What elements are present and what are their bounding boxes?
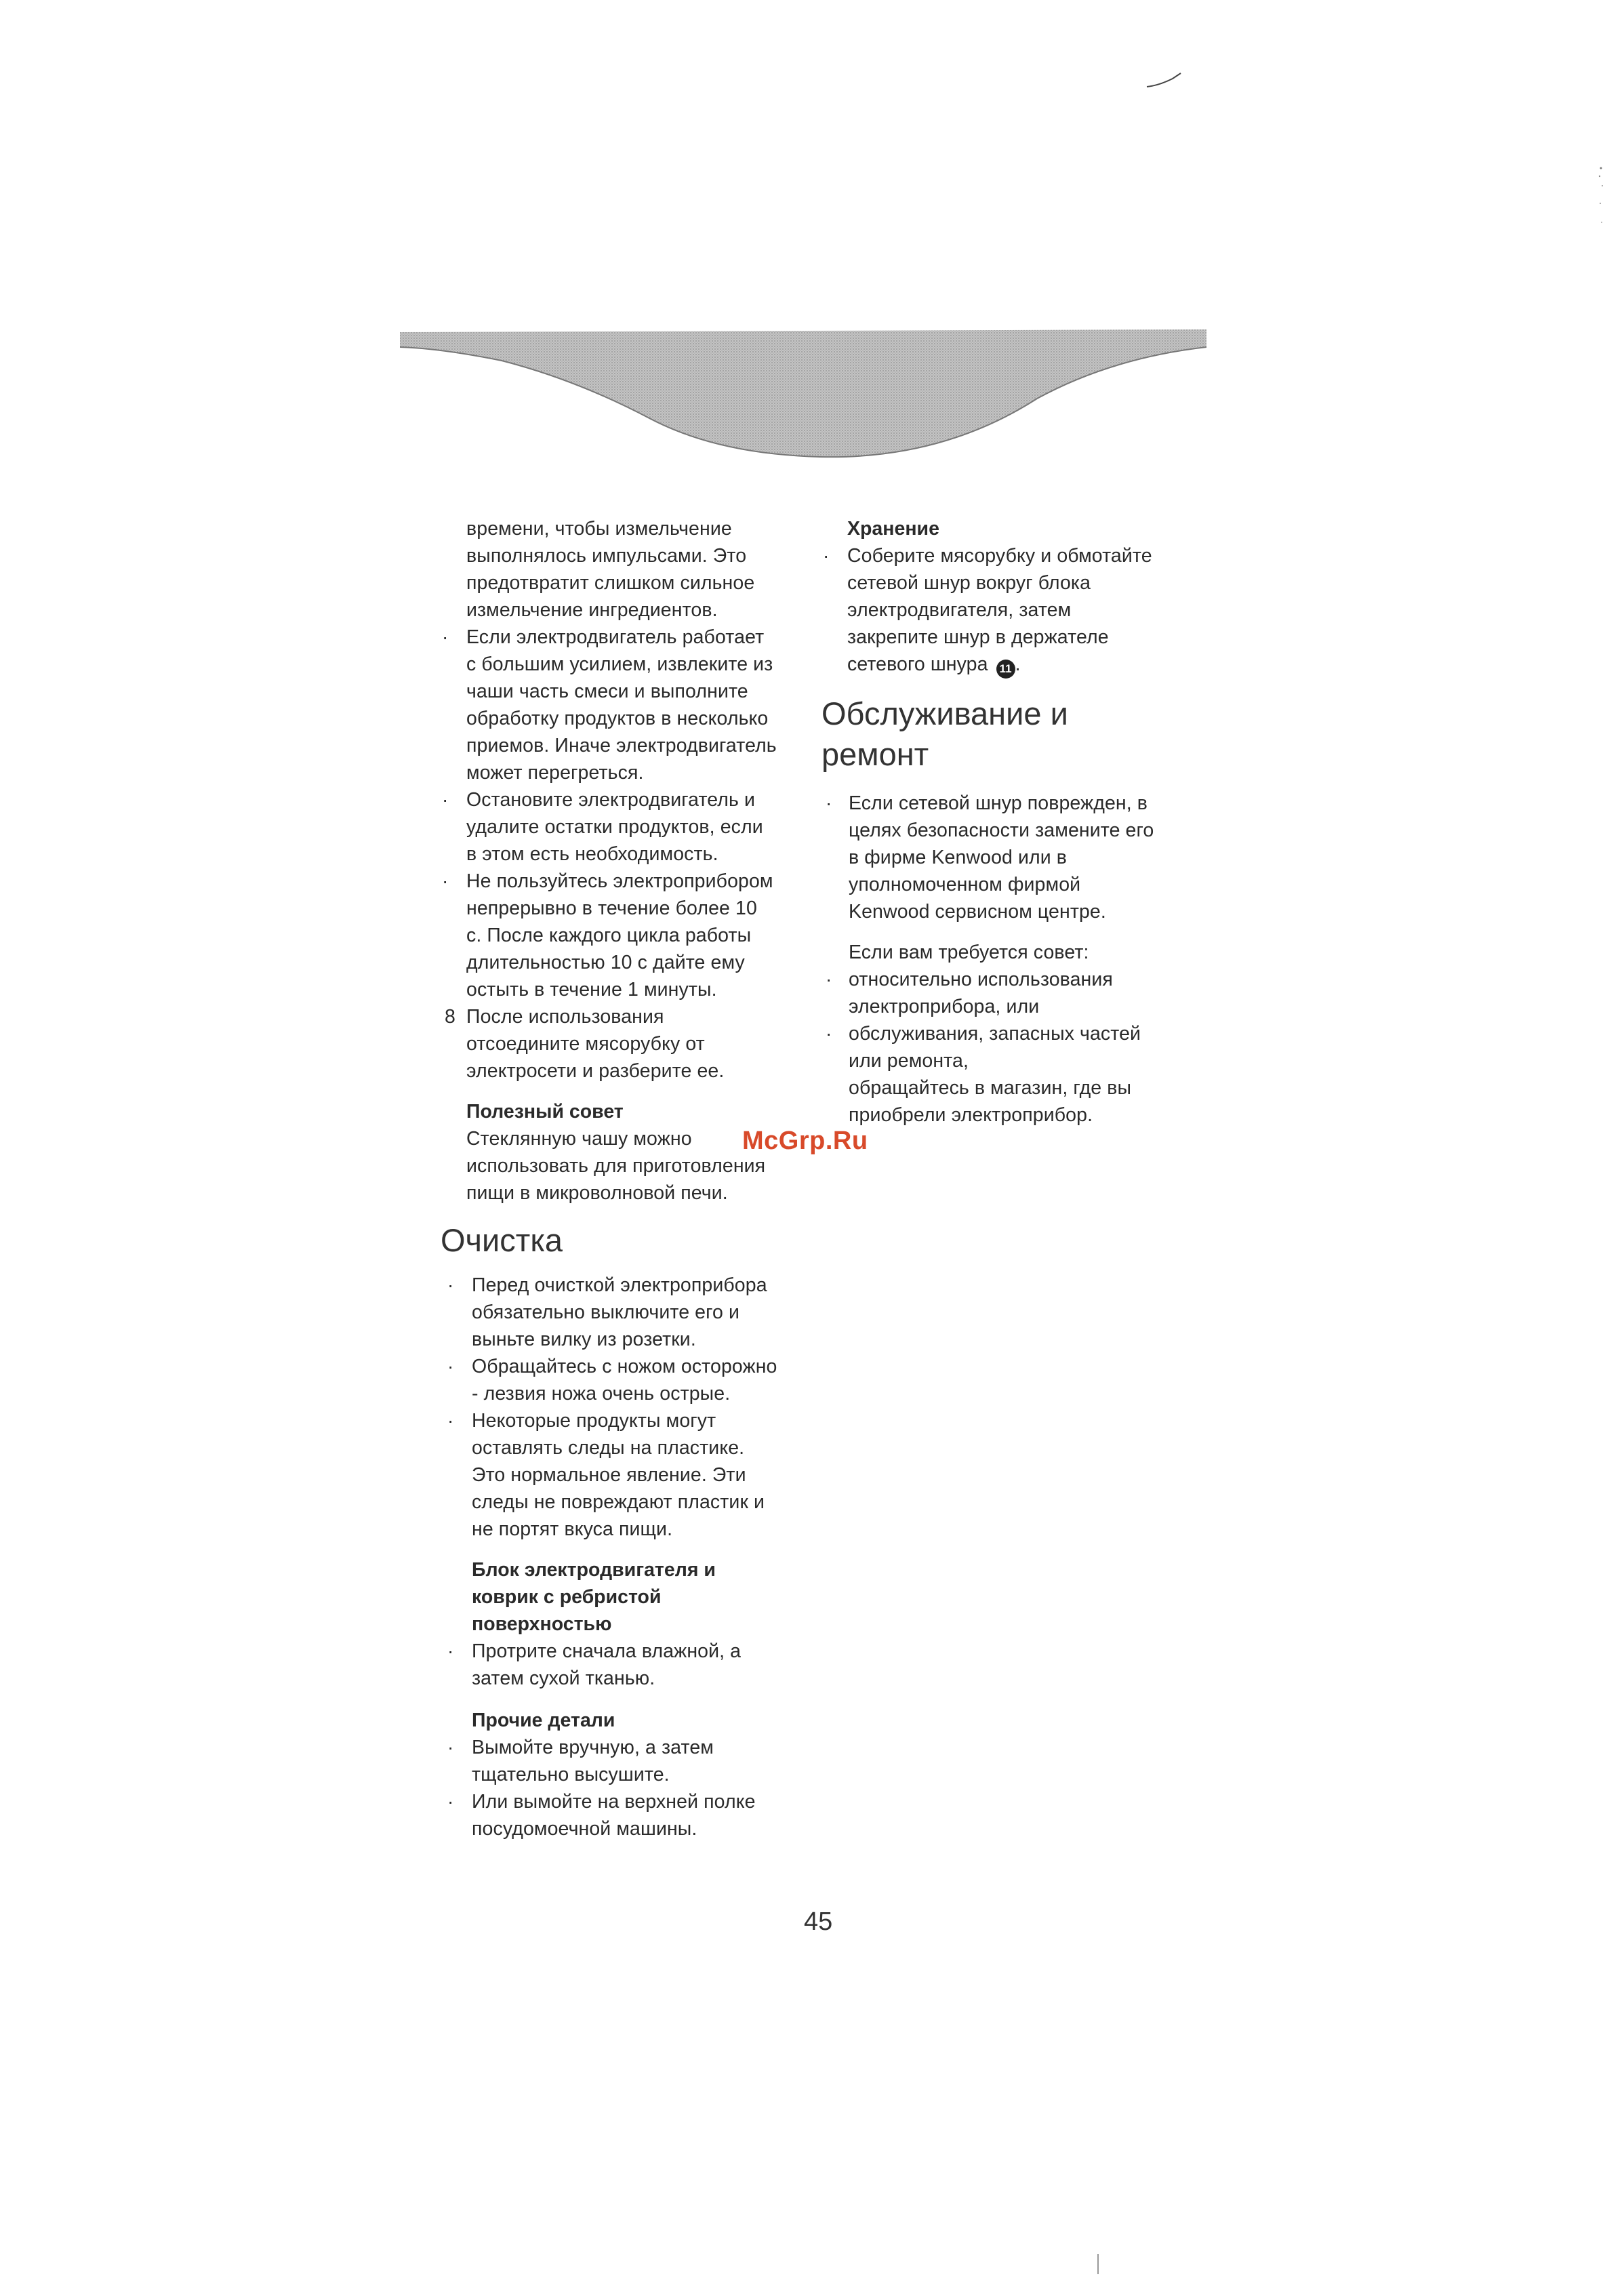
bullet-icon: · bbox=[826, 1023, 832, 1044]
scan-mark bbox=[1097, 2254, 1099, 2274]
text-line: удалите остатки продуктов, если bbox=[466, 816, 763, 838]
text-line: обращайтесь в магазин, где вы bbox=[849, 1077, 1132, 1099]
text-fragment: сетевого шнура bbox=[847, 653, 988, 675]
header-banner bbox=[400, 324, 1206, 464]
text-line: Остановите электродвигатель и bbox=[466, 789, 756, 811]
list-item bbox=[821, 542, 1201, 679]
text-line: тщательно высушите. bbox=[472, 1764, 670, 1785]
bullet-icon: · bbox=[826, 969, 832, 990]
cleaning-heading: Очистка bbox=[441, 1222, 563, 1258]
text-line: пищи в микроволновой печи. bbox=[466, 1182, 728, 1204]
step-8 bbox=[441, 1003, 820, 1085]
text-line: выньте вилку из розетки. bbox=[472, 1329, 696, 1350]
text-line: - лезвия ножа очень острые. bbox=[472, 1383, 731, 1405]
advice-intro: Если вам требуется совет: bbox=[849, 942, 1089, 963]
text-line: Kenwood сервисном центре. bbox=[849, 901, 1106, 923]
other-parts-title: Прочие детали bbox=[472, 1710, 615, 1731]
text-line: Или вымойте на верхней полке bbox=[472, 1791, 756, 1813]
text-line: обслуживания, запасных частей bbox=[849, 1023, 1141, 1045]
closing-paragraph bbox=[821, 1074, 1201, 1129]
text-line: Стеклянную чашу можно bbox=[466, 1128, 692, 1150]
text-line: в фирме Kenwood или в bbox=[849, 847, 1068, 868]
text-line bbox=[847, 651, 1201, 679]
text-line: уполномоченном фирмой bbox=[849, 874, 1081, 895]
text-line: поверхностью bbox=[472, 1613, 612, 1635]
list-item bbox=[441, 1638, 820, 1692]
continued-paragraph bbox=[441, 515, 820, 624]
bullet-icon: · bbox=[447, 1410, 454, 1431]
bullet-icon: · bbox=[442, 870, 449, 891]
text-line: Протрите сначала влажной, а bbox=[472, 1640, 742, 1662]
scan-specks bbox=[1594, 163, 1608, 237]
heading-line: ремонт bbox=[821, 736, 929, 772]
text-line: использовать для приготовления bbox=[466, 1155, 766, 1177]
bullet-icon: · bbox=[447, 1356, 454, 1377]
text-line: электродвигателя, затем bbox=[847, 599, 1072, 621]
text-line: приобрели электроприбор. bbox=[849, 1104, 1093, 1126]
text-line: следы не повреждают пластик и bbox=[472, 1491, 765, 1513]
text-line: коврик с ребристой bbox=[472, 1586, 662, 1608]
tip-title: Полезный совет bbox=[466, 1101, 624, 1123]
cleaning-list bbox=[441, 1272, 820, 1543]
text-line: остыть в течение 1 минуты. bbox=[466, 979, 717, 1001]
bullet-icon: · bbox=[442, 626, 449, 647]
text-line: электросети и разберите ее. bbox=[466, 1060, 725, 1082]
left-column bbox=[441, 515, 820, 1842]
text-line: целях безопасности замените его bbox=[849, 820, 1154, 841]
text-line: электроприбора, или bbox=[849, 996, 1040, 1017]
text-line: посудомоечной машины. bbox=[472, 1818, 697, 1840]
text-line: Если сетевой шнур поврежден, в bbox=[849, 792, 1148, 814]
text-line: сетевой шнур вокруг блока bbox=[847, 572, 1091, 594]
text-line: оставлять следы на пластике. bbox=[472, 1437, 745, 1459]
text-line: Не пользуйтесь электроприбором bbox=[466, 870, 773, 892]
list-item bbox=[441, 1272, 820, 1353]
text-line: затем сухой тканью. bbox=[472, 1668, 655, 1689]
text-line: не портят вкуса пищи. bbox=[472, 1518, 673, 1540]
pen-mark bbox=[1145, 66, 1186, 94]
text-line: времени, чтобы измельчение bbox=[466, 518, 732, 540]
bullet-icon: · bbox=[447, 1791, 454, 1812]
list-item bbox=[441, 1353, 820, 1407]
text-line: непрерывно в течение более 10 bbox=[466, 897, 757, 919]
list-item bbox=[821, 1020, 1201, 1074]
list-item bbox=[821, 790, 1201, 925]
text-line: закрепите шнур в держателе bbox=[847, 626, 1109, 648]
storage-title: Хранение bbox=[847, 518, 939, 540]
text-line: в этом есть необходимость. bbox=[466, 843, 718, 865]
text-line: Перед очисткой электроприбора bbox=[472, 1274, 767, 1296]
text-line: с. После каждого цикла работы bbox=[466, 925, 752, 946]
text-line: относительно использования bbox=[849, 969, 1113, 990]
page-number: 45 bbox=[804, 1907, 833, 1936]
text-line: Блок электродвигателя и bbox=[472, 1559, 716, 1581]
bullet-icon: · bbox=[826, 792, 832, 813]
text-line: Это нормальное явление. Эти bbox=[472, 1464, 746, 1486]
text-fragment: . bbox=[1015, 653, 1021, 675]
text-line: После использования bbox=[466, 1006, 664, 1028]
list-item bbox=[441, 1788, 820, 1842]
text-line: измельчение ингредиентов. bbox=[466, 599, 718, 621]
text-line: предотвратит слишком сильное bbox=[466, 572, 755, 594]
bullet-icon: · bbox=[442, 789, 449, 810]
right-column bbox=[821, 515, 1201, 1129]
text-line: или ремонта, bbox=[849, 1050, 969, 1072]
bullet-icon: · bbox=[447, 1737, 454, 1758]
text-line: Некоторые продукты могут bbox=[472, 1410, 716, 1432]
list-item bbox=[441, 624, 820, 786]
list-item bbox=[441, 1407, 820, 1543]
text-line: длительностью 10 с дайте ему bbox=[466, 952, 745, 973]
text-line: Вымойте вручную, а затем bbox=[472, 1737, 714, 1758]
watermark: McGrp.Ru bbox=[742, 1127, 868, 1155]
text-line: Соберите мясорубку и обмотайте bbox=[847, 545, 1152, 567]
list-item bbox=[441, 1734, 820, 1788]
bullet-icon: · bbox=[823, 545, 830, 566]
motor-block-title bbox=[441, 1556, 820, 1638]
text-line: обязательно выключите его и bbox=[472, 1301, 739, 1323]
text-line: может перегреться. bbox=[466, 762, 644, 784]
bullet-icon: · bbox=[447, 1274, 454, 1295]
text-line: отсоедините мясорубку от bbox=[466, 1033, 705, 1055]
bullet-icon: · bbox=[447, 1640, 454, 1661]
text-line: выполнялось импульсами. Это bbox=[466, 545, 747, 567]
text-line: с большим усилием, извлеките из bbox=[466, 653, 773, 675]
text-line: приемов. Иначе электродвигатель bbox=[466, 735, 777, 756]
heading-line: Обслуживание и bbox=[821, 695, 1068, 731]
list-item bbox=[821, 966, 1201, 1020]
text-line: обработку продуктов в несколько bbox=[466, 708, 769, 729]
text-line: Если электродвигатель работает bbox=[466, 626, 765, 648]
callout-number-icon: 11 bbox=[996, 660, 1015, 679]
step-number: 8 bbox=[445, 1006, 455, 1028]
text-line: Обращайтесь с ножом осторожно bbox=[472, 1356, 777, 1377]
text-line: чаши часть смеси и выполните bbox=[466, 681, 748, 702]
list-item bbox=[441, 786, 820, 868]
service-heading bbox=[821, 693, 1201, 775]
list-item bbox=[441, 868, 820, 1003]
